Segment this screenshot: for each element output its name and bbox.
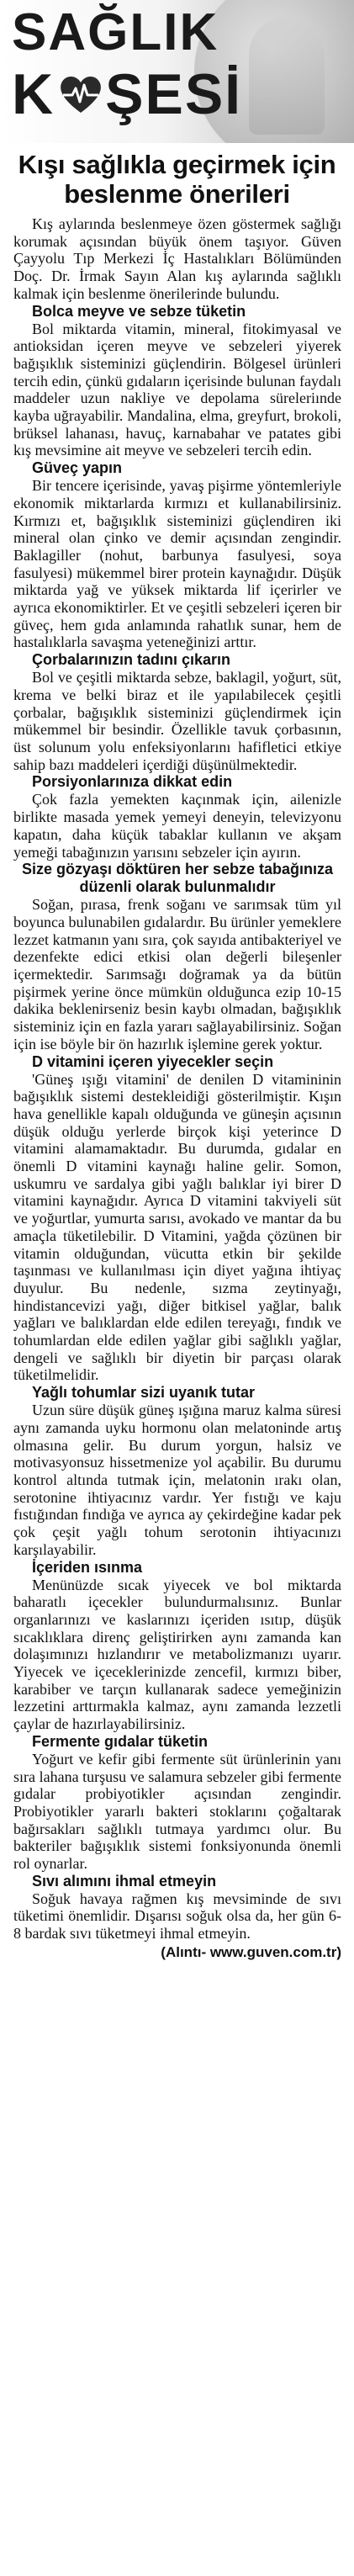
section-paragraph: Yoğurt ve kefir gibi fermente süt ürünlerinin yanı sıra lahana turşusu ve salamura sebzeler gibi fermente gıdalar probiyotikler açısından zengindir. Probiyotikler yararlı bakteri stoklarını çoğaltarak bağırsakları sağlıklı tutmaya yardımcı olur. Bu bakteriler bağışıklık sistemi fonksiyonunda önemli rol oynarlar.: [13, 1750, 341, 1873]
article-body: [13, 215, 341, 1962]
section-paragraph: Bol ve çeşitli miktarda sebze, baklagil, yoğurt, süt, krema ve belki biraz et ile yapılabilecek çeşitli çorbalar, bağışıklık sisteminizi güçlendirmek için mükemmel bir besindir. Özellikle tavuk çorbasının, üst solunum yolu enfeksiyonlarını hafifletici etkiye sahip bazı maddeleri içerdiği düşünülmektedir.: [13, 669, 341, 773]
section-heading: Size gözyaşı döktüren her sebze tabağınıza düzenli olarak bulunmalıdır: [21, 861, 334, 896]
section-paragraph: Menünüzde sıcak yiyecek ve bol miktarda baharatlı içecekler bulundurmalısınız. Bunlar organlarınızı ve kaslarınızı içeriden ısıtıp, düşük sıcaklıklara direnç geliştirirken aynı zamanda kan dolaşımınızı hızlandırır ve metabolizmanızı uyarır. Yiyecek ve içeceklerinizde zencefil, kırmızı biber, karabiber ve tarçın kullanarak sadece yemeğinizin lezzetini arttırmakla kalmaz, aynı zamanda lezzetli çaylar de hazırlayabilirsiniz.: [13, 1576, 341, 1733]
section-heading: İçeriden ısınma: [32, 1558, 143, 1576]
doctor-illustration: [249, 17, 325, 135]
banner-title-line2: [12, 62, 243, 126]
section-heading: Bolca meyve ve sebze tüketin: [32, 302, 246, 320]
section-paragraph: Bol miktarda vitamin, mineral, fitokimyasal ve antioksidan içeren meyve ve sebzeleri yiyerek bağışıklık sisteminizi güçlendirin. Bölgesel ürünleri tercih edin, çünkü gıdaların içerisinde bulunan faydalı maddeler uzun nakliye ve depolama süreleriınde kayba uğrayabilir. Mandalina, elma, greyfurt, brokoli, brüksel lahanası, havuç, karnabahar ve patates gibi kış mevsimine ait meyve ve sebzeleri tercih edin.: [13, 320, 341, 459]
section-heading: Çorbalarınızın tadını çıkarın: [32, 651, 231, 669]
section-heading: Porsiyonlarınıza dikkat edin: [32, 773, 233, 791]
section-heading: Güveç yapın: [32, 459, 123, 477]
banner-title-line1: SAĞLIK: [12, 3, 219, 61]
column-banner: [0, 0, 354, 143]
article-intro: Kış aylarında beslenmeye özen göstermek sağlığı korumak açısından büyük önem taşıyor. Güven Çayyolu Tıp Merkezi İç Hastalıkları Bölümünden Doç. Dr. İrmak Sayın Alan kış aylarında sağlıklı kalmak için beslenme önerilerinde bulundu.: [13, 215, 341, 302]
section-heading: Fermente gıdalar tüketin: [32, 1732, 209, 1750]
section-paragraph: Bir tencere içerisinde, yavaş pişirme yöntemleriyle ekonomik miktarlarda kırmızı et kullanabilirsiniz. Kırmızı et, bağışıklık sisteminizi güçlendiren iki mineral olan çinko ve demir açısından zengindir. Baklagiller (nohut, barbunya fasulyesi, soya fasulyesi) mükemmel birer protein kaynağıdır. Düşük miktarda yağ ve yüksek miktarda lif içerirler ve ayrıca ekonomiktirler. Et ve çeşitli sebzeleri içeren bir güveç, hem gıda anlamında rahatlık sunar, hem de hastalıklarla savaşma yeteneğinizi arttır.: [13, 477, 341, 651]
banner-title-prefix: K: [12, 62, 55, 126]
section-paragraph: Soğan, pırasa, frenk soğanı ve sarımsak tüm yıl boyunca bulunabilen gıdalardır. Bu ürünler yemeklere lezzet katmanın yanı sıra, çok sayıda antibakteriyel ve dezenfekte edici etkisi olan değerli bileşenler içermektedir. Sarımsağı doğramak ya da bütün pişirmek yerine önce mümkün olduğunca ezip 10-15 dakika beklenirseniz besin kaybı olmadan, bağışıklık sisteminiz için en fazla yararı sağlayabilirsiniz. Soğan için ise böyle bir ön hazırlık işlemine gerek yoktur.: [13, 896, 341, 1052]
section-heading: Yağlı tohumlar sizi uyanık tutar: [32, 1384, 256, 1402]
heart-icon: [58, 73, 103, 115]
section-paragraph: Çok fazla yemekten kaçınmak için, ailenizle birlikte masada yemek yemeyi deneyin, televizyonu kapatın, daha küçük tabaklar kullanın ve akşam yemeği tabağınızın yarısını sebzeler için ayırın.: [13, 791, 341, 861]
section-paragraph: Uzun süre düşük güneş ışığına maruz kalma süresi aynı zamanda uyku hormonu olan melatoninde artış olmasına gelir. Bu durum yorgun, halsiz ve motivasyonsuz hissetmenize yol açabilir. Bu durumu kontrol altında tutmak için, melatonin ırakı olan, serotonine ihtiyacınız vardır. Yer fıstığı ve kaju fıstığından fındığa ve ayrıca ay çekirdeğine kadar pek çok çeşit yağlı tohum serotonin ihtiyacınızı karşılayabilir.: [13, 1402, 341, 1558]
article-headline: Kışı sağlıkla geçirmek için beslenme önerileri: [18, 150, 336, 209]
section-heading: D vitamini içeren yiyecekler seçin: [32, 1052, 274, 1070]
section-heading: Sıvı alımını ihmal etmeyin: [32, 1872, 217, 1890]
article-source: (Alıntı- www.guven.com.tr): [161, 1943, 341, 1960]
section-paragraph: 'Güneş ışığı vitamini' de denilen D vitamininin bağışıklık sistemi destekleidiği gösterilmiştir. Kışın hava genellikle kapalı olduğunda ve güneşin açısının düşük olduğu yerlerde birçok kişi yeterince D vitamini alamamaktadır. Bu durumda, gıdalar en önemli D vitamini kaynağı haline gelir. Somon, uskumru ve sardalya gibi yağlı balıklar iyi birer D vitamini kaynağıdır. Ayrıca D vitamini takviyeli süt ve yoğurtlar, yumurta sarısı, avokado ve mantar da bu amaçla tüketilebilir. D Vitamini, yağda çözünen bir vitamin olduğundan, vücutta etkin bir şekilde taşınması ve kullanılması için diyet yağına ihtiyaç duyulur. Bu nedenle, sızma zeytinyağı, hindistancevizi yağı, diğer bitkisel yağlar, balık yağları ve balıklardan elde edilen tereyağı, fındık ve tohumlardan elde edilen yağlar gibi sağlıklı yağlar, dengeli ve sağlıklı bir diyetin bir parçası olarak tüketilmelidir.: [13, 1070, 341, 1384]
section-paragraph: Soğuk havaya rağmen kış mevsiminde de sıvı tüketimi önemlidir. Dışarısı soğuk olsa da, her gün 6-8 bardak sıvı tüketmeyi ihmal etmeyin.: [13, 1890, 341, 1943]
banner-title-suffix: ŞESİ: [105, 62, 243, 126]
